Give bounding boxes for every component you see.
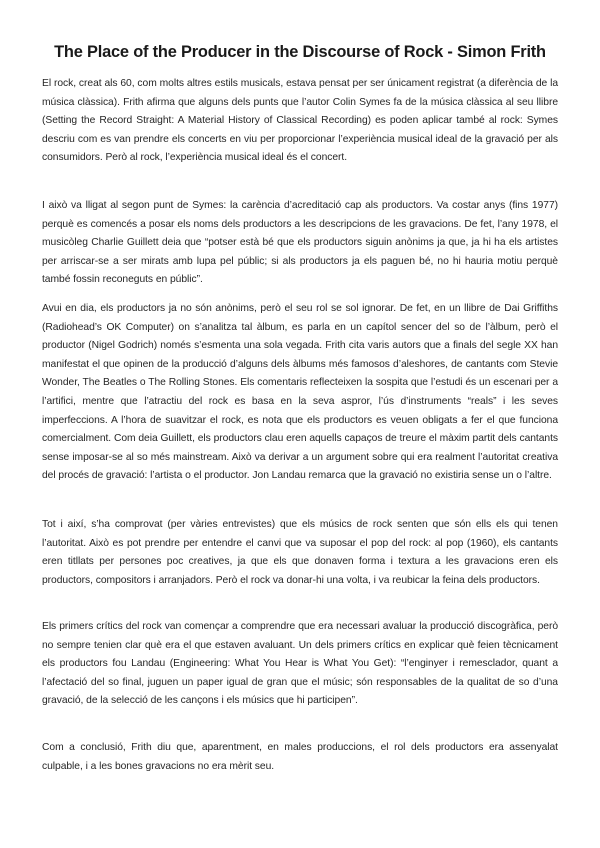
paragraph-intro: El rock, creat als 60, com molts altres estils musicals, estava pensat per ser únicament registrat (a diferència de la música clàssica). Frith afirma que alguns dels punts que l’autor Colin Symes fa de la música clàssica al seu llibre (Setting the Record Straight: A Material History of Classical Recording) es poden aplicar també al rock: Symes descriu com es van prendre els concerts en viu per proporcionar l’experiència musical ideal de la gravació per als consumidors. Però al rock, l’experiència musical ideal és el concert. [42, 78, 558, 164]
document-title: The Place of the Producer in the Discourse of Rock - Simon Frith [54, 43, 546, 61]
paragraph-musician-authority: Tot i així, s’ha comprovat (per vàries entrevistes) que els músics de rock senten que són ells els qui tenen l’autoritat. Això es pot prendre per entendre el canvi que va suposar el pop del rock: al pop (1960), els cantants eren titllats per persones poc creatives, ja que els que donaven forma i textura a les gravacions eren els productors, compositors i arranjadors. Però el rock va donar-hi una volta, i va reubicar la feina dels productors. [42, 519, 558, 586]
paragraph-conclusion: Com a conclusió, Frith diu que, aparentment, en males produccions, el rol dels productors era assenyalat culpable, i a les bones gravacions no era mèrit seu. [42, 742, 558, 772]
paragraph-critics: Els primers crítics del rock van començar a comprendre que era necessari avaluar la producció discogràfica, però no sempre tenien clar què era el que estaven avaluant. Un dels primers crítics en explicar què feien tècnicament els productors fou Landau (Engineering: What You Hear is What You Get): “l’enginyer i remesclador, quant a l’afectació del so final, juguen un paper igual de gran que el músic; són responsables de la qualitat de so d’una gravació, de la selecció de les cançons i els músics que hi participen”. [42, 621, 558, 707]
paragraph-producer-credit: I això va lligat al segon punt de Symes: la carència d’acreditació cap als productors. Va costar anys (fins 1977) perquè es comencés a posar els noms dels productors a les descripcions de les gravacions. De fet, l’any 1978, el musicòleg Charlie Guillett deia que “potser està bé que els productors siguin anònims ja que, ja hi ha els artistes per arriscar-se a ser mirats amb lupa pel públic; si als productors ja els paguen bé, no hi hauria motiu perquè també fossin reconeguts en públic”. [42, 200, 558, 286]
paragraph-producer-role: Avui en dia, els productors ja no són anònims, però el seu rol se sol ignorar. De fet, en un llibre de Dai Griffiths (Radiohead’s OK Computer) on s’analitza tal àlbum, es parla en un capítol sencer del so de l’àlbum, però el productor (Nigel Godrich) només s’esmenta una sola vegada. Frith cita varis autors que a finals del segle XX han manifestat el que opinen de la producció d’alguns dels àlbums més famosos d’aleshores, de cantants com Stevie Wonder, The Beatles o The Rolling Stones. Els comentaris reflecteixen la sospita que l’estudi és un escenari per a l’artifici, mentre que l’atractiu del rock es basa en la seva aspror, l’ús d’instruments “reals” i les seves imperfeccions. A l’hora de suavitzar el rock, es nota que els productors es veuen obligats a fer el que funciona comercialment. Com deia Guillett, els productors clau eren aquells capaços de treure el màxim partit dels cantants sense imposar-se al so més mainstream. Això va derivar a un argument sobre qui era realment l’autoritat creativa del procés de gravació: l’artista o el productor. Jon Landau remarca que la gravació no existiria sense un o l’altre. [42, 303, 558, 482]
